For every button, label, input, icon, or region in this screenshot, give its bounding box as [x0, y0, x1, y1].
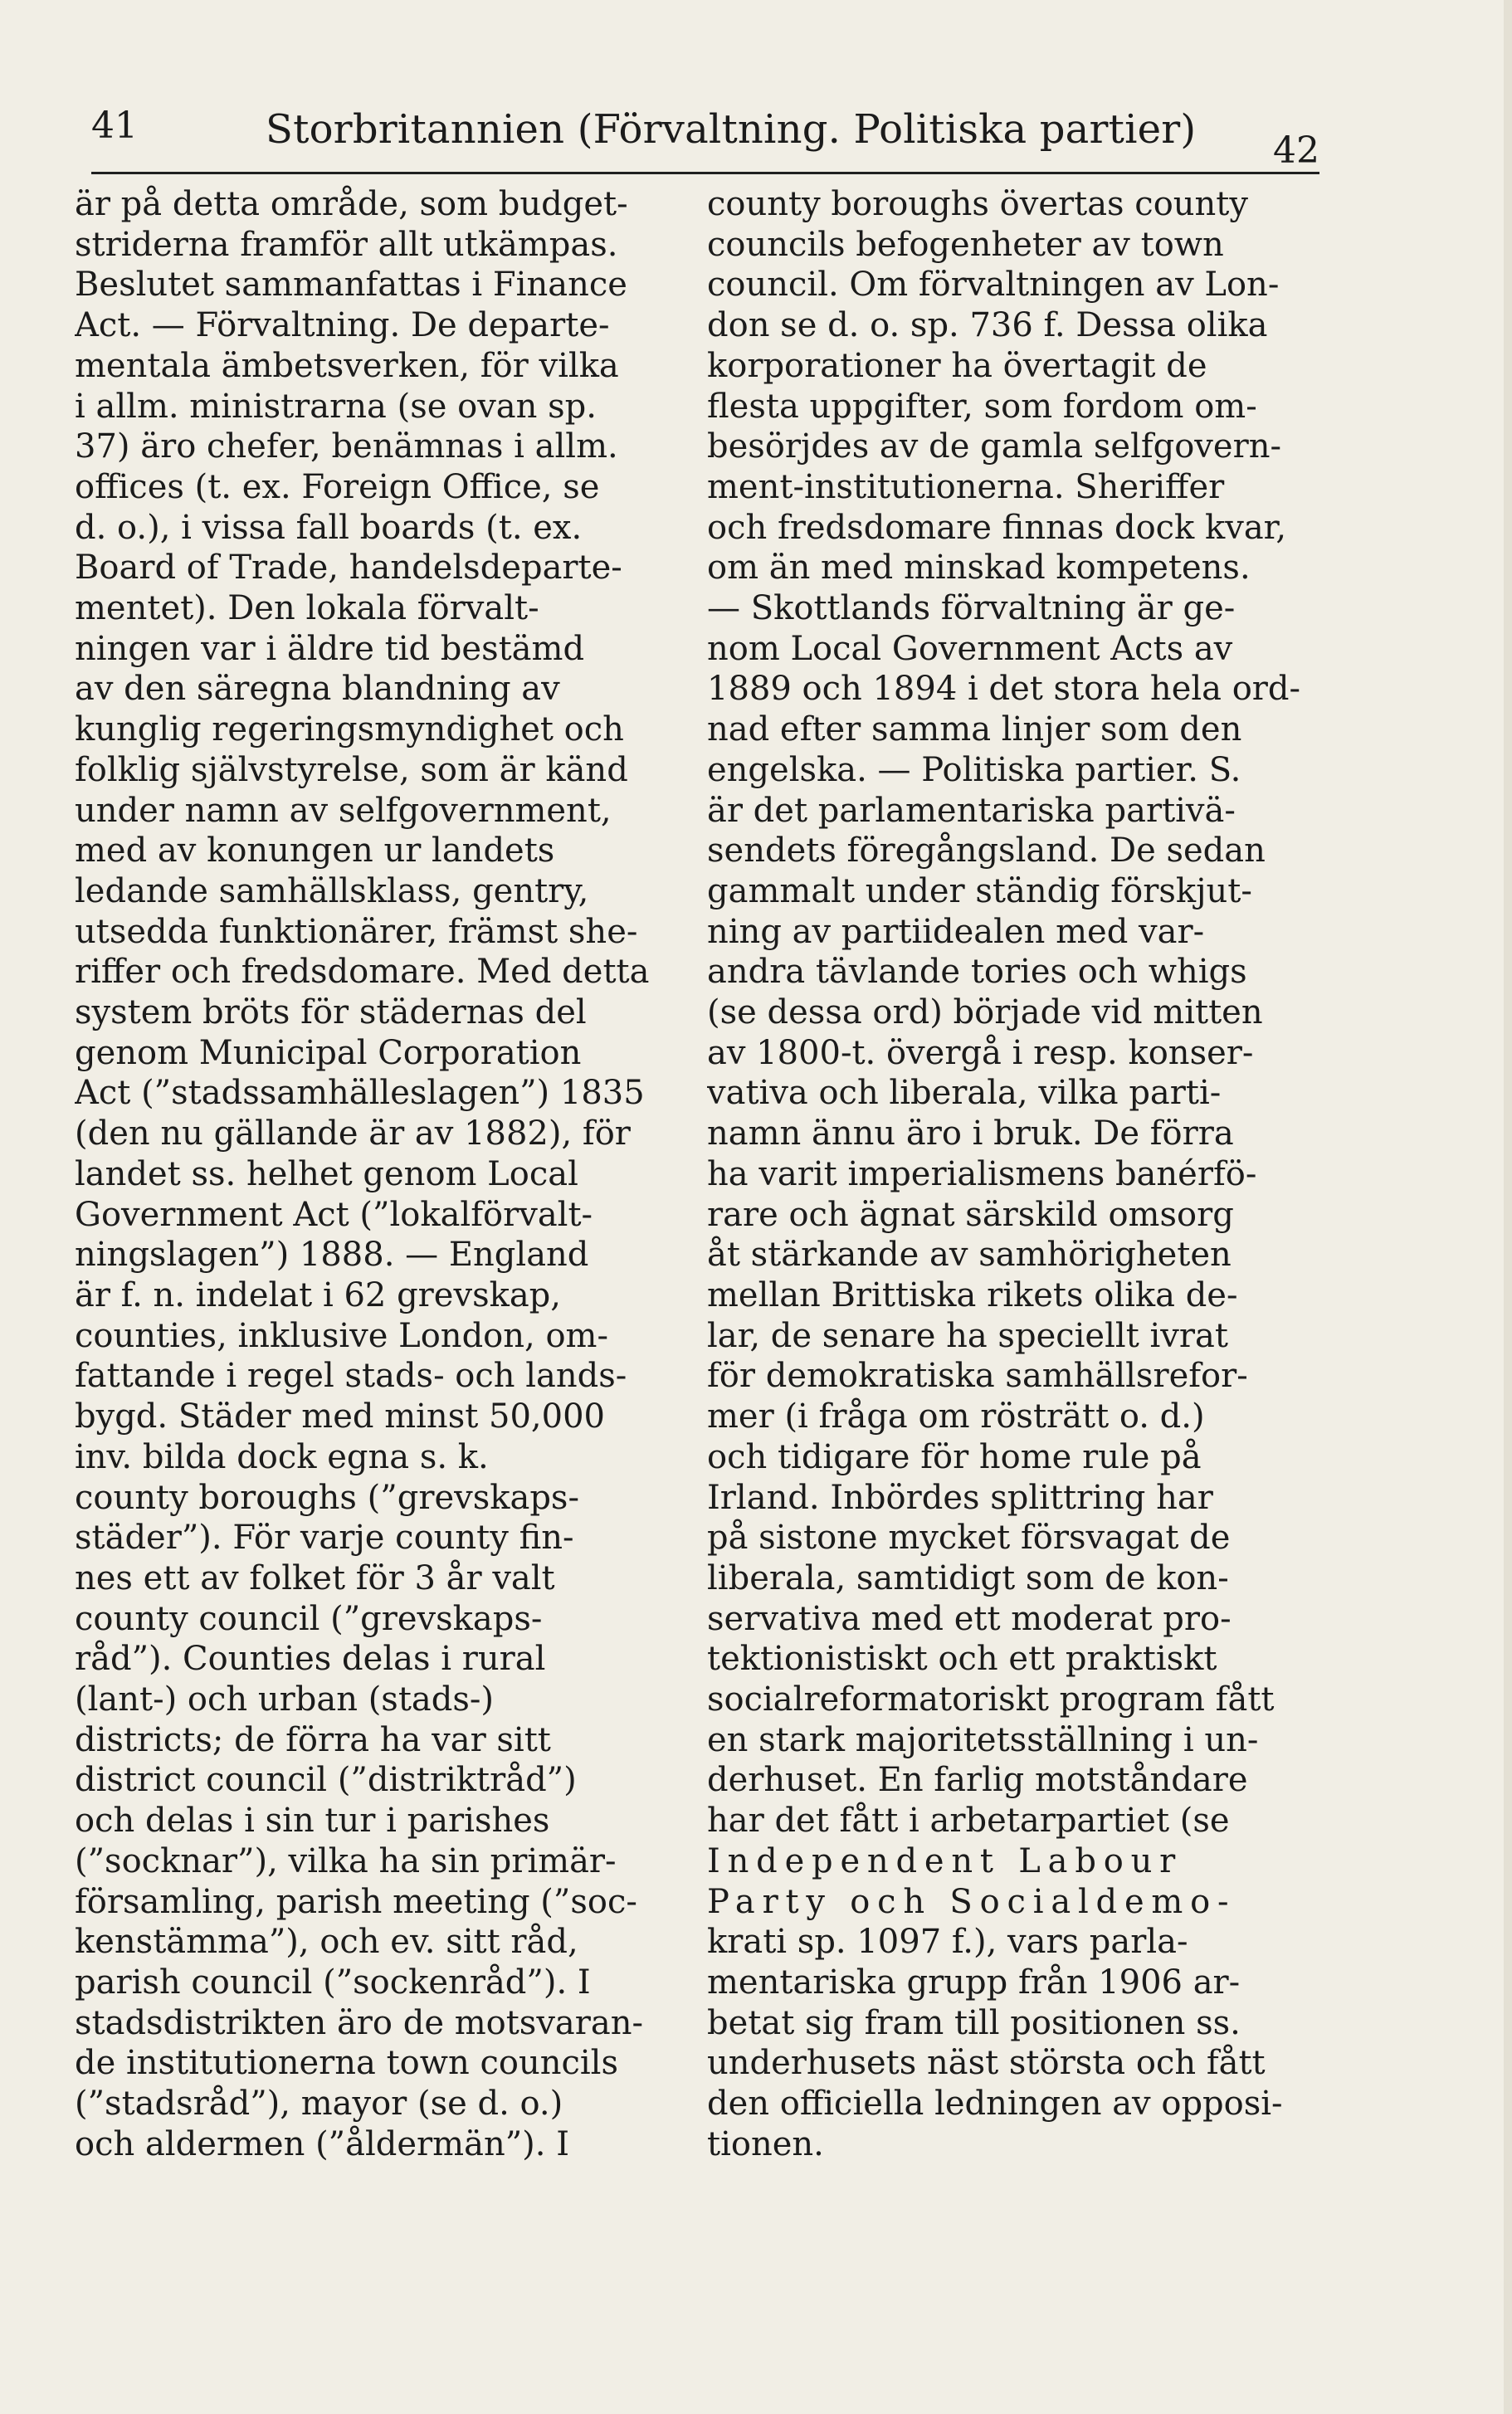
- text-line: i allm. ministrarna (se ovan sp.: [75, 387, 597, 426]
- text-line: de institutionerna town councils: [75, 2044, 618, 2083]
- text-line: mentet). Den lokala förvalt-: [75, 589, 539, 628]
- text-line: mer (i fråga om rösträtt o. d.): [707, 1397, 1205, 1436]
- running-head: Storbritannien (Förvaltning. Politiska partier): [266, 106, 1197, 153]
- text-line: nad efter samma linjer som den: [707, 710, 1242, 749]
- text-line: district council (”distriktråd”): [75, 1761, 577, 1800]
- text-line: 37) äro chefer, benämnas i allm.: [75, 427, 618, 466]
- text-line: Irland. Inbördes splittring har: [707, 1478, 1213, 1517]
- text-line: och aldermen (”åldermän”). I: [75, 2124, 569, 2163]
- text-line: betat sig fram till positionen ss.: [707, 2003, 1241, 2042]
- text-line: har det fått i arbetarpartiet (se: [707, 1802, 1230, 1841]
- text-line: ningen var i äldre tid bestämd: [75, 629, 585, 668]
- text-line: nom Local Government Acts av: [707, 629, 1233, 668]
- text-line: och tidigare för home rule på: [707, 1437, 1202, 1476]
- text-line: mentariska grupp från 1906 ar-: [707, 1963, 1241, 2002]
- text-line: derhuset. En farlig motståndare: [707, 1761, 1248, 1800]
- text-line: åt stärkande av samhörigheten: [707, 1236, 1232, 1275]
- text-line: namn ännu äro i bruk. De förra: [707, 1114, 1234, 1153]
- text-line: stadsdistrikten äro de motsvaran-: [75, 2003, 644, 2042]
- text-line: mellan Brittiska rikets olika de-: [707, 1275, 1238, 1314]
- text-line: tionen.: [707, 2124, 824, 2163]
- text-line: underhusets näst största och fått: [707, 2044, 1266, 2083]
- text-line: gammalt under ständig förskjut-: [707, 871, 1252, 910]
- text-line: offices (t. ex. Foreign Office, se: [75, 467, 600, 506]
- text-line: ledande samhällsklass, gentry,: [75, 871, 589, 910]
- text-line: county boroughs (”grevskaps-: [75, 1478, 579, 1517]
- text-line: städer”). För varje county fin-: [75, 1519, 574, 1558]
- text-line: en stark majoritetsställning i un-: [707, 1720, 1259, 1759]
- text-line: parish council (”sockenråd”). I: [75, 1963, 591, 2002]
- text-line: Board of Trade, handelsdeparte-: [75, 549, 622, 588]
- text-line: counties, inklusive London, om-: [75, 1316, 608, 1355]
- text-line: inv. bilda dock egna s. k.: [75, 1437, 489, 1476]
- text-line: utsedda funktionärer, främst she-: [75, 912, 638, 951]
- text-line: är på detta område, som budget-: [75, 185, 628, 223]
- text-line: riffer och fredsdomare. Med detta: [75, 953, 650, 992]
- text-line: är f. n. indelat i 62 grevskap,: [75, 1275, 561, 1314]
- right-column: [707, 184, 1313, 2164]
- text-line: på sistone mycket försvagat de: [707, 1519, 1231, 1558]
- text-line: (”stadsråd”), mayor (se d. o.): [75, 2085, 563, 2124]
- text-line: Beslutet sammanfattas i Finance: [75, 266, 627, 305]
- text-line: landet ss. helhet genom Local: [75, 1154, 578, 1193]
- text-line: och fredsdomare finnas dock kvar,: [707, 508, 1287, 547]
- text-line: råd”). Counties delas i rural: [75, 1640, 546, 1679]
- text-line: kenstämma”), och ev. sitt råd,: [75, 1923, 578, 1962]
- text-line: för demokratiska samhällsrefor-: [707, 1357, 1248, 1396]
- text-line: tektionistiskt och ett praktiskt: [707, 1640, 1217, 1679]
- text-line: 1889 och 1894 i det stora hela ord-: [707, 670, 1301, 709]
- text-line: genom Municipal Corporation: [75, 1033, 582, 1072]
- text-line: ning av partiidealen med var-: [707, 912, 1205, 951]
- text-line: församling, parish meeting (”soc-: [75, 1882, 637, 1921]
- text-line: ha varit imperialismens banérfö-: [707, 1154, 1257, 1193]
- text-line: krati sp. 1097 f.), vars parla-: [707, 1923, 1188, 1962]
- text-line: lar, de senare ha speciellt ivrat: [707, 1316, 1228, 1355]
- text-line: striderna framför allt utkämpas.: [75, 225, 618, 264]
- text-line: don se d. o. sp. 736 f. Dessa olika: [707, 306, 1268, 345]
- text-line: districts; de förra ha var sitt: [75, 1720, 551, 1759]
- text-line: ningslagen”) 1888. — England: [75, 1236, 589, 1275]
- text-line: besörjdes av de gamla selfgovern-: [707, 427, 1281, 466]
- text-line: folklig självstyrelse, som är känd: [75, 750, 628, 789]
- text-line: av 1800-t. övergå i resp. konser-: [707, 1033, 1254, 1072]
- page-edge: [1504, 0, 1512, 2414]
- text-line: servativa med ett moderat pro-: [707, 1599, 1232, 1638]
- text-line: socialreformatoriskt program fått: [707, 1680, 1275, 1719]
- text-line: ment-institutionerna. Sheriffer: [707, 467, 1225, 506]
- text-line: om än med minskad kompetens.: [707, 549, 1251, 588]
- text-line: council. Om förvaltningen av Lon-: [707, 266, 1280, 305]
- text-line: under namn av selfgovernment,: [75, 791, 612, 830]
- text-line: — Skottlands förvaltning är ge-: [707, 589, 1236, 628]
- text-line: Party och Socialdemo-: [707, 1882, 1236, 1921]
- page-header: [91, 100, 1319, 172]
- text-line: andra tävlande tories och whigs: [707, 953, 1247, 992]
- text-line: Act (”stadssamhälleslagen”) 1835: [75, 1074, 645, 1113]
- text-line: är det parlamentariska partivä-: [707, 791, 1236, 830]
- text-line: korporationer ha övertagit de: [707, 346, 1207, 385]
- text-line: councils befogenheter av town: [707, 225, 1224, 264]
- left-page-number: 41: [91, 105, 138, 147]
- text-line: och delas i sin tur i parishes: [75, 1802, 550, 1841]
- text-line: mentala ämbetsverken, för vilka: [75, 346, 619, 385]
- text-line: flesta uppgifter, som fordom om-: [707, 387, 1257, 426]
- text-line: Act. — Förvaltning. De departe-: [75, 306, 610, 345]
- left-column: [75, 184, 672, 2164]
- text-line: system bröts för städernas del: [75, 993, 587, 1032]
- text-line: liberala, samtidigt som de kon-: [707, 1558, 1229, 1597]
- text-line: Independent Labour: [707, 1841, 1183, 1880]
- text-line: kunglig regeringsmyndighet och: [75, 710, 624, 749]
- text-line: vativa och liberala, vilka parti-: [707, 1074, 1222, 1113]
- text-line: av den säregna blandning av: [75, 670, 560, 709]
- text-line: d. o.), i vissa fall boards (t. ex.: [75, 508, 583, 547]
- text-line: county boroughs övertas county: [707, 185, 1248, 223]
- text-line: (den nu gällande är av 1882), för: [75, 1114, 631, 1153]
- text-line: bygd. Städer med minst 50,000: [75, 1397, 605, 1436]
- text-line: (lant-) och urban (stads-): [75, 1680, 494, 1719]
- text-line: (se dessa ord) började vid mitten: [707, 993, 1263, 1032]
- text-line: rare och ägnat särskild omsorg: [707, 1195, 1234, 1234]
- text-line: sendets föregångsland. De sedan: [707, 831, 1266, 871]
- text-line: county council (”grevskaps-: [75, 1599, 543, 1638]
- text-line: den officiella ledningen av opposi-: [707, 2085, 1283, 2124]
- text-line: nes ett av folket för 3 år valt: [75, 1558, 555, 1597]
- text-line: fattande i regel stads- och lands-: [75, 1357, 627, 1396]
- text-line: (”socknar”), vilka ha sin primär-: [75, 1841, 617, 1880]
- text-line: med av konungen ur landets: [75, 831, 555, 871]
- header-rule: [91, 172, 1319, 174]
- text-line: Government Act (”lokalförvalt-: [75, 1195, 593, 1234]
- text-line: engelska. — Politiska partier. S.: [707, 750, 1241, 789]
- right-page-number: 42: [1273, 129, 1319, 172]
